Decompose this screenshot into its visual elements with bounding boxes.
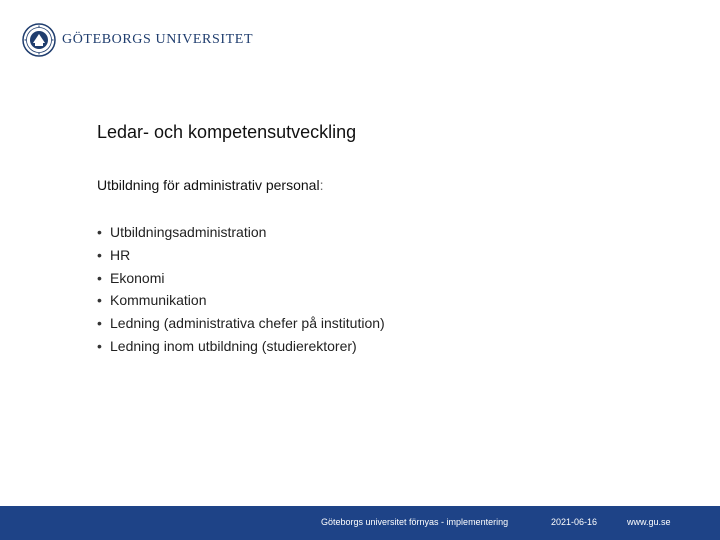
list-item-text: Ledning inom utbildning (studierektorer) — [110, 337, 357, 354]
list-item — [97, 335, 385, 358]
university-seal-icon — [22, 23, 56, 57]
list-item — [97, 244, 385, 267]
list-item-text: Ledning (administrativa chefer på institution) — [110, 315, 385, 332]
footer-caption: Göteborgs universitet förnyas - implementering — [321, 517, 509, 527]
subtitle-text: Utbildning för administrativ personal — [97, 177, 320, 193]
university-logo — [22, 22, 253, 58]
footer-date: 2021-06-16 — [551, 517, 598, 527]
list-item — [97, 221, 385, 244]
subtitle-colon: : — [319, 177, 324, 193]
bullet-icon: • — [97, 292, 102, 309]
list-item — [97, 289, 385, 312]
logo-wordmark: GÖTEBORGS UNIVERSITET — [62, 32, 254, 47]
list-item-text: HR — [110, 246, 131, 263]
slide-subtitle — [97, 177, 323, 193]
bullet-icon: • — [97, 315, 102, 332]
list-item-text: Utbildningsadministration — [110, 224, 267, 240]
bullet-icon: • — [97, 224, 102, 240]
bullet-list — [97, 221, 385, 358]
list-item — [97, 267, 385, 290]
footer-bar — [0, 506, 720, 540]
list-item-text: Ekonomi — [110, 269, 165, 286]
list-item-text: Kommunikation — [110, 292, 207, 309]
bullet-icon: • — [97, 246, 102, 263]
slide-title: Ledar- och kompetensutveckling — [97, 122, 357, 142]
bullet-icon: • — [97, 337, 102, 354]
bullet-icon: • — [97, 269, 102, 286]
footer-url-link[interactable]: www.gu.se — [627, 517, 671, 527]
list-item — [97, 312, 385, 335]
